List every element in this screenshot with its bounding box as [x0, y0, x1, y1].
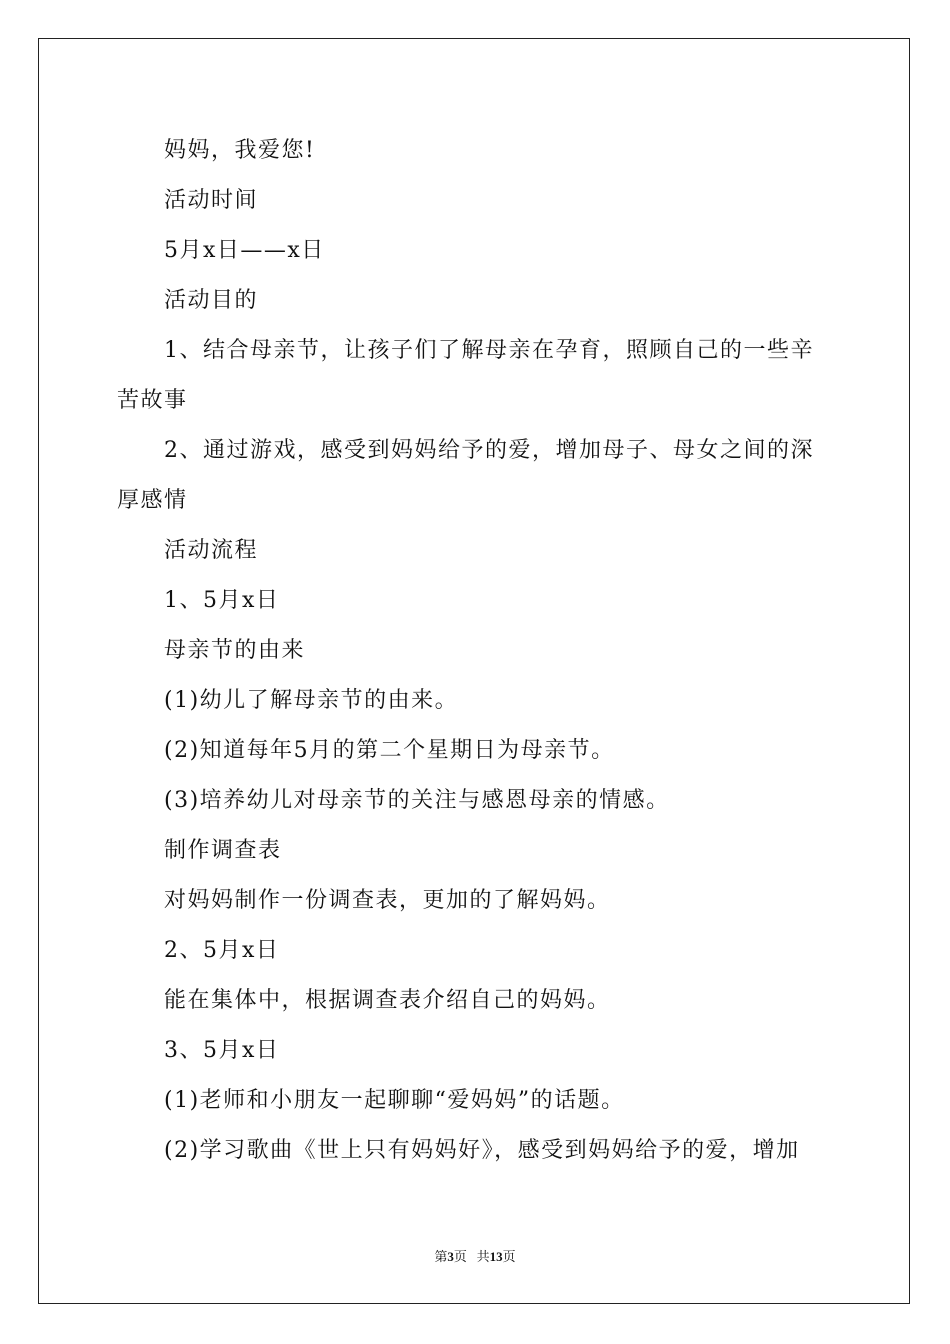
footer-total-suffix: 页 [502, 1249, 516, 1264]
footer-page-number: 3 [447, 1249, 454, 1264]
footer-prefix: 第 [434, 1249, 448, 1264]
text-line: (1)老师和小朋友一起聊聊“爱妈妈”的话题。 [164, 1088, 625, 1113]
text-line: 母亲节的由来 [164, 638, 306, 663]
page-footer [0, 1246, 950, 1265]
text-line: 3、5月x日 [164, 1038, 280, 1063]
text-line: (2)学习歌曲《世上只有妈妈好》，感受到妈妈给予的爱，增加 [164, 1138, 800, 1163]
text-line: 2、通过游戏，感受到妈妈给予的爱，增加母子、母女之间的深 [164, 438, 814, 463]
section-heading: 活动流程 [164, 538, 259, 563]
section-heading: 活动目的 [164, 288, 259, 313]
text-line: (3)培养幼儿对母亲节的关注与感恩母亲的情感。 [164, 788, 670, 813]
text-line: 厚感情 [117, 488, 188, 513]
text-line: (1)幼儿了解母亲节的由来。 [164, 688, 459, 713]
section-heading: 活动时间 [164, 188, 259, 213]
document-body [117, 126, 837, 1176]
text-line: 1、5月x日 [164, 588, 280, 613]
text-line: (2)知道每年5月的第二个星期日为母亲节。 [164, 738, 615, 763]
text-line: 制作调查表 [164, 838, 282, 863]
footer-total-pages: 13 [489, 1249, 503, 1264]
text-line: 对妈妈制作一份调查表，更加的了解妈妈。 [164, 888, 611, 913]
footer-page-suffix: 页 [453, 1249, 467, 1264]
text-line: 2、5月x日 [164, 938, 280, 963]
text-line: 1、结合母亲节，让孩子们了解母亲在孕育，照顾自己的一些辛 [164, 338, 814, 363]
text-line: 5月x日——x日 [164, 238, 325, 263]
text-line: 妈妈，我爱您! [164, 138, 316, 163]
footer-total-prefix: 共 [476, 1249, 490, 1264]
text-line: 苦故事 [117, 388, 188, 413]
text-line: 能在集体中，根据调查表介绍自己的妈妈。 [164, 988, 611, 1013]
